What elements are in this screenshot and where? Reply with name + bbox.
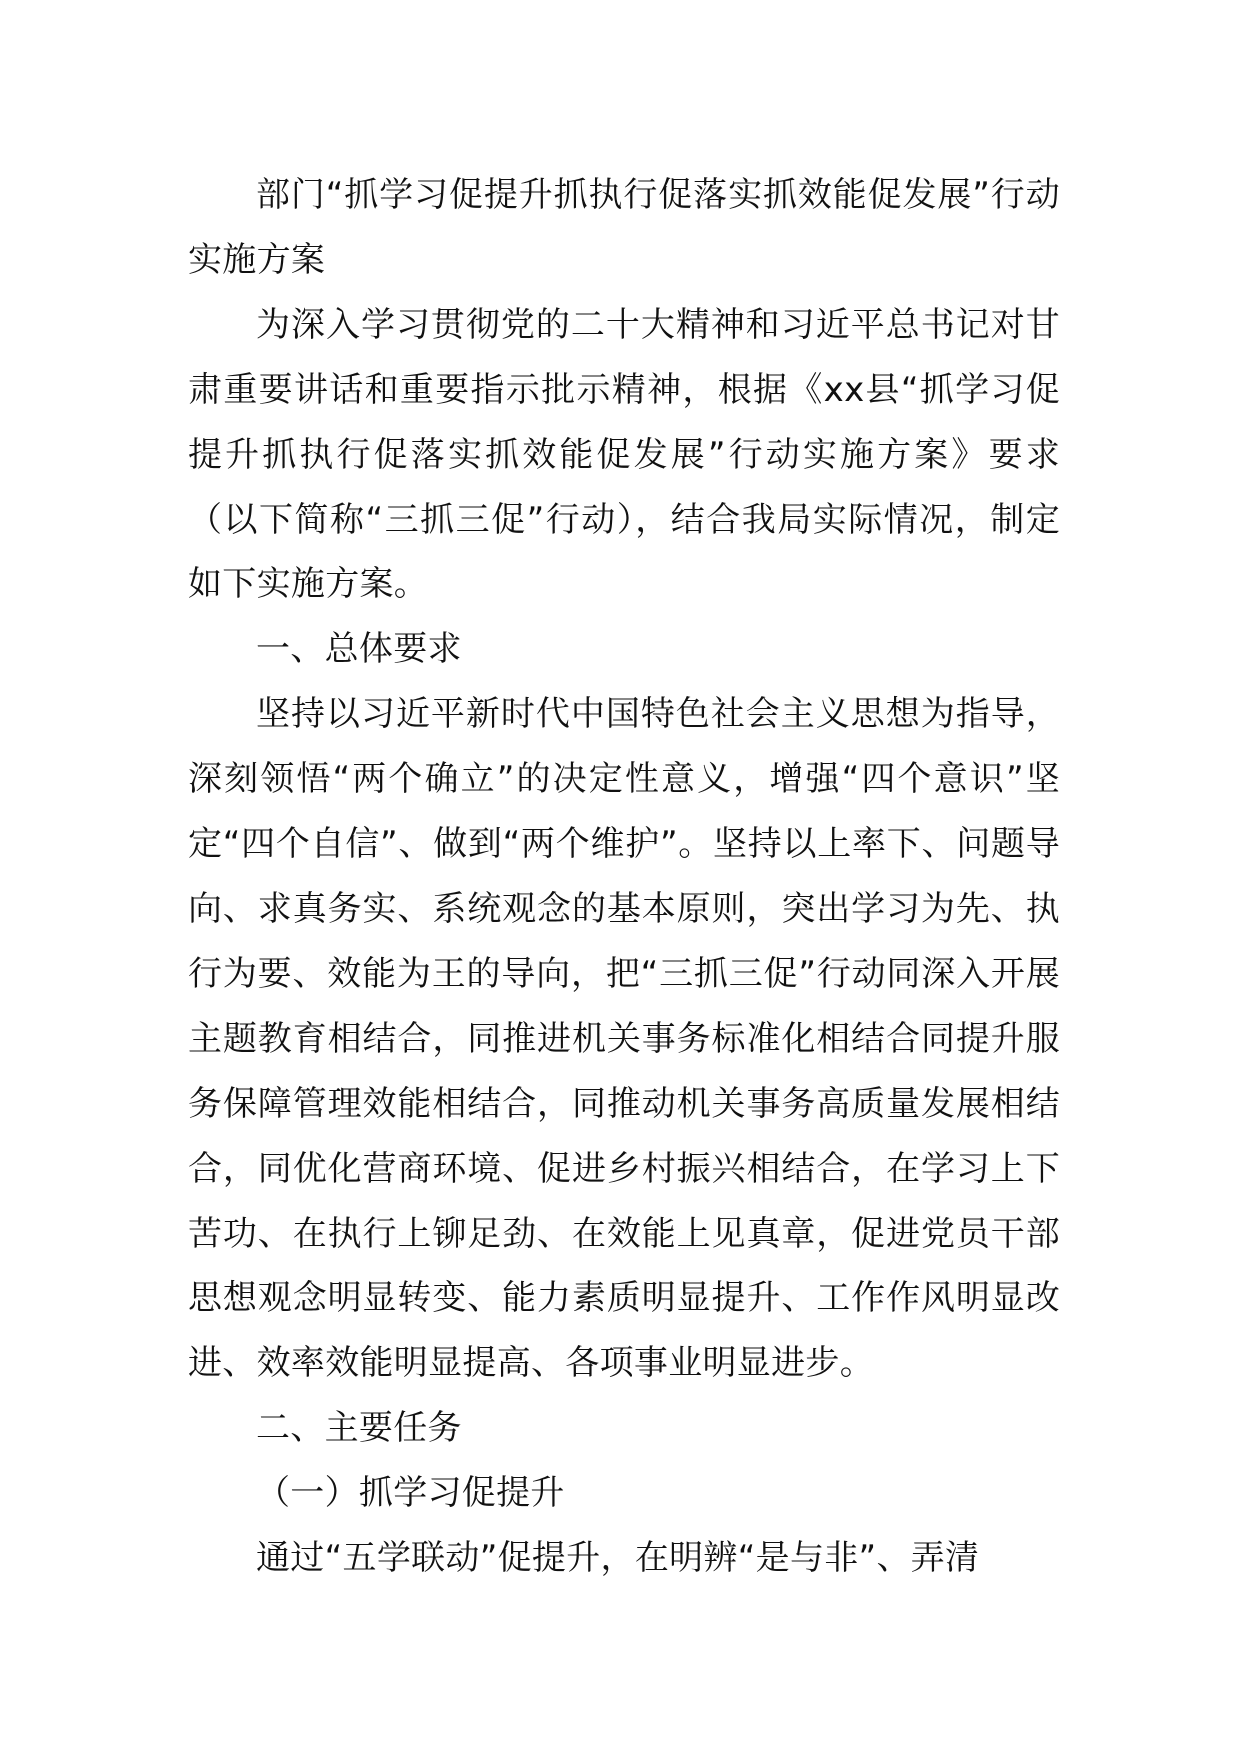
intro-paragraph: 为深入学习贯彻党的二十大精神和习近平总书记对甘肃重要讲话和重要指示批示精神，根据《xx县“抓学习促提升抓执行促落实抓效能促发展”行动实施方案》要求（以下简称“三抓三促”行动），结合我局实际情况，制定如下实施方案。 bbox=[188, 304, 1060, 605]
document-body bbox=[188, 163, 1060, 1591]
subsection-heading-study: （一）抓学习促提升 bbox=[256, 1473, 565, 1514]
study-paragraph: 通过“五学联动”促提升，在明辨“是与非”、弄清 bbox=[256, 1538, 980, 1579]
general-requirements-paragraph: 坚持以习近平新时代中国特色社会主义思想为指导，深刻领悟“两个确立”的决定性意义，增强“四个意识”坚定“四个自信”、做到“两个维护”。坚持以上率下、问题导向、求真务实、系统观念的基本原则，突出学习为先、执行为要、效能为王的导向，把“三抓三促”行动同深入开展主题教育相结合，同推进机关事务标准化相结合同提升服务保障管理效能相结合，同推动机关事务高质量发展相结合，同优化营商环境、促进乡村振兴相结合，在学习上下苦功、在执行上铆足劲、在效能上见真章，促进党员干部思想观念明显转变、能力素质明显提升、工作作风明显改进、效率效能明显提高、各项事业明显进步。 bbox=[188, 694, 1060, 1384]
section-heading-main-tasks: 二、主要任务 bbox=[256, 1408, 462, 1449]
section-heading-general-requirements: 一、总体要求 bbox=[256, 629, 462, 670]
document-title: 部门“抓学习促提升抓执行促落实抓效能促发展”行动实施方案 bbox=[188, 175, 1060, 280]
